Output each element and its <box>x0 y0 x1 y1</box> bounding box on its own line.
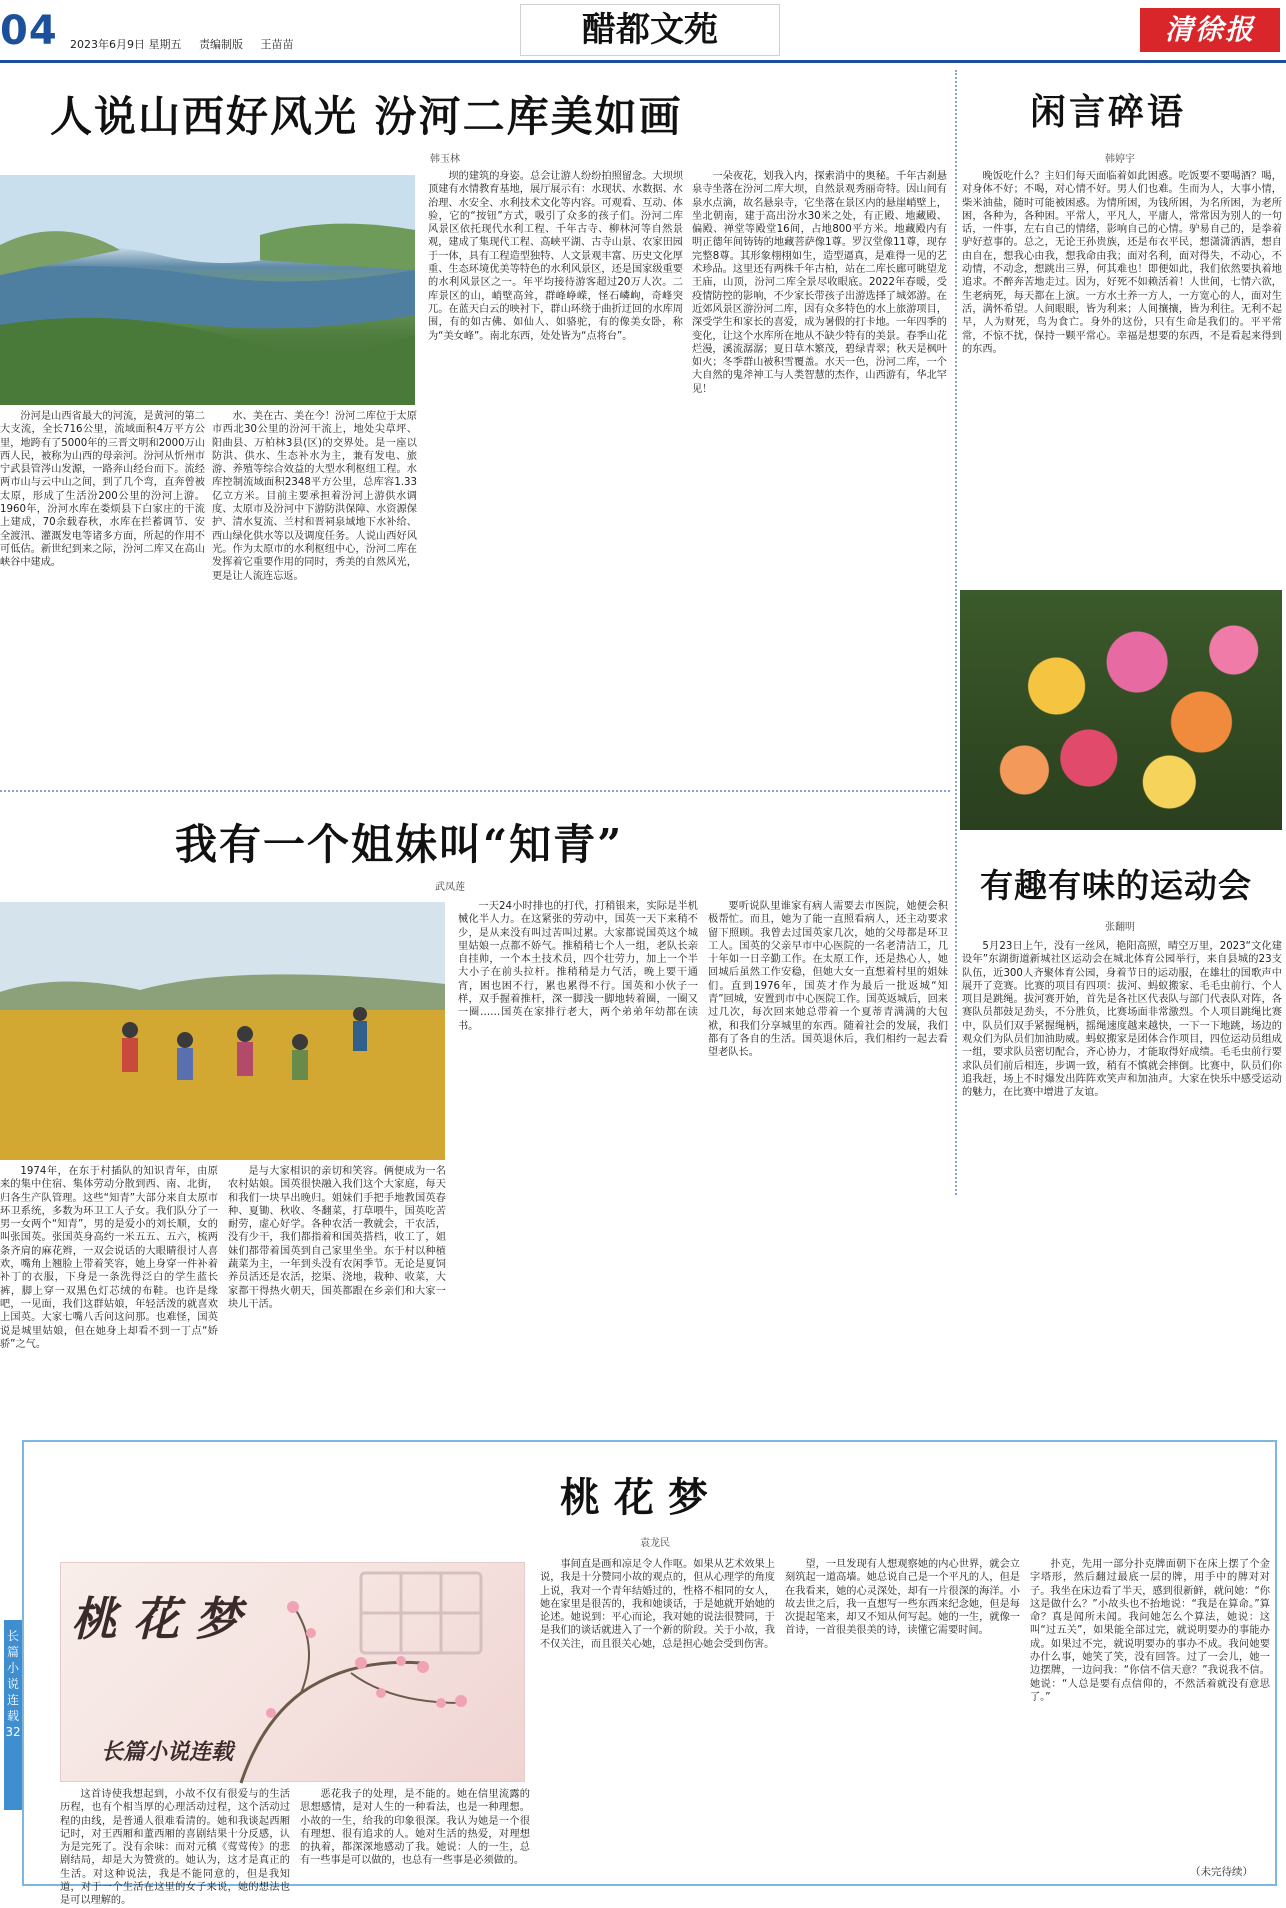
article1-column-3: 坝的建筑的身姿。总会让游人纷纷拍照留念。大坝坝顶建有水情教育基地，展厅展示有：水现状、水数据、水治理、水安全、水利技术文化等内容。可观看、互动、体验，它的“按钮”方式，吸引了众多的孩子们。汾河二库风景区依托现代水利工程、千年古寺、柳林河等自然景观，建成了集现代工程、高峡平湖、古寺山景、农家田园于一体，具有工程造型独特、人文景观丰富、历史文化厚重、生态环境优美等特色的水利风景区，还是国家级重要的水利风景区之一。年平均接待游客超过20万人次。二库景区的山，峭壁高耸，群峰峥嵘，怪石嶙峋，奇峰突兀。在蓝天白云的映衬下，群山环绕于曲折迂回的水库周围，有的如古佛、如仙人、如骆驼，有的像美女卧，称为“美女峰”。南北东西，处处皆为“点将台”。 <box>428 171 683 342</box>
river-illustration <box>0 175 415 405</box>
article2-headline: 闲言碎语 <box>1030 91 1187 133</box>
to-be-continued: （未完待续） <box>1190 1866 1253 1878</box>
article3-column-4: 要听说队里谁家有病人需要去市医院，她便会积极帮忙。而且，她为了能一直照看病人，还主动要求留下照顾。我曾去过国英家几次，她的父母都是环卫工人。国英的父亲早市中心医院的一名老清洁工，几十年如一日辛勤工作。在太原工作，还是热心人，她回城后虽然工作安稳，但她大女一直想着村里的姐妹们。直到1976年，国英才作为最后一批返城“知青”回城，安置到市中心医院工作。国英返城后，回来过几次，每次回来她总带着一个夏蒂青满满的大包袱，和我们分享城里的东西。随着社会的发展，我们都有了各自的生活。国英退休后，我们相约一起去看望老队长。 <box>708 901 948 1059</box>
harvest-illustration <box>0 902 445 1160</box>
article5-column-5: 扑克，先用一部分扑克牌面朝下在床上摆了个金字塔形，然后翻过最底一层的牌，用手中的牌对对子。我坐在床边看了半天，感到很新鲜，就问她：“你这是做什么？”小故头也不抬地说：“我是在算命。”算命？真是闻所未闻。我问她怎么个算法，她说：这叫“过五关”，如果能全部过完，就说明要办的事能办成。如果过不完，就说明要办的事办不成。我问她要办什么事，她笑了笑，没有回答。过了一会儿，她一边摆牌，一边问我：“你信不信天意？”我说我不信。她说：“人总是要有点信仰的，不然活着就没有意思了。” <box>1030 1559 1270 1703</box>
article3-column-3: 一天24小时排也的打代，打稍银来，实际是半机械化半人力。在这紧张的劳动中，国英一天下来稍不少，是从来没有叫过苦叫过累。大家都说国英这个城里姑娘一点都不娇气。推稍稍七个人一组，老队长亲自挂帅，一个本土技术员，四个壮劳力，加上一个半大小子在前头拉杆。推稍稍是力气活，晚上要干通宵，困也困不行，累也累得不行。国英和小伙子一样，双手握着推杆，深一脚浅一脚地转着圈，一圈又一圈……国英在家排行老大，两个弟弟年幼都在读书。 <box>458 901 698 1032</box>
article2-author: 韩婷宇 <box>1105 154 1135 165</box>
article5-column-2: 恶花我子的处理，是不能的。她在信里流露的思想感情，是对人生的一种看法，也是一种理想。小故的一生，给我的印象很深。我认为她是一个很有理想、很有追求的人。她对生活的热爱，对理想的执着，都深深地感动了我。她说：人的一生，总有一些事是可以做的，也总有一些事是必须做的。 <box>300 1789 530 1867</box>
river-landscape-photo <box>0 175 415 405</box>
article3-author: 武凤莲 <box>435 882 465 893</box>
article5-headline: 桃 花 梦 <box>560 1474 708 1521</box>
image-title: 桃 花 梦 <box>71 1592 242 1646</box>
column-divider <box>955 70 957 1195</box>
article1-column-4: 一朵夜花，划我入内，探索消中的奥秘。千年古刹悬泉寺坐落在汾河二库大坝，自然景观秀丽奇特。因山间有泉水点滴，故名悬泉寺，它坐落在景区内的悬崖峭壁上，坐北朝南，建于高出汾水30米之处，有正殿、地藏殿、偏殿、禅堂等殿堂16间，占地800平方米。地藏殿内有明正德年间铸铸的地藏菩萨像1尊。罗汉堂像11尊，现存完整8尊。其形象栩栩如生，造型逼真，是难得一见的艺术珍品。这里还有两株千年古柏，站在二库长廊可眺望龙王庙，山顶，汾河二库全景尽收眼底。2022年春暖，受疫情防控的影响，不少家长带孩子出游选择了城郊游。在近郊风景区游汾河二库，因有众多特色的水上旅游项目，深受学生和家长的喜爱，成为暑假的打卡地。一年四季的变化，让这个水库所在地从不缺少特有的美景。春季山花烂漫，溪流潺潺；夏日草木繁茂，碧绿青翠；秋天是枫叶如火；冬季群山被积雪覆盖。水天一色，汾河二库，一个大自然的鬼斧神工与人类智慧的杰作，山西游有，华北罕见！ <box>692 171 947 395</box>
article3-headline: 我有一个姐妹叫“知青” <box>175 820 624 869</box>
article1-headline: 人说山西好风光 汾河二库美如画 <box>50 92 683 141</box>
section-title: 醋都文苑 <box>520 4 780 56</box>
article1-author: 韩玉林 <box>430 154 460 165</box>
serial-side-tag: 长篇小说连载32 <box>4 1620 22 1810</box>
image-subtitle: 长篇小说连载 <box>101 1739 234 1765</box>
article5-column-3: 事间直是画和凉足令人作呕。如果从艺术效果上说，我是十分赞同小故的观点的，但从心理学的角度上说，我对一个青年结婚过的，性格不相同的女人，她在家里是很苦的，我和她谈话，于是她就开始她的论述。她说到：平心而论，我对她的说法很赞同，于是我们的谈话就进入了一个新的阶段。关于小故，我不仅关注，而且很关心她，总是担心她会受到伤害。 <box>540 1559 775 1650</box>
editor-name: 王苗苗 <box>260 38 294 51</box>
roses-bouquet-photo <box>960 590 1282 830</box>
page-header <box>0 0 1286 62</box>
header-rule <box>0 60 1286 63</box>
article1-column-1: 汾河是山西省最大的河流，是黄河的第二大支流，全长716公里，流域面积4万平方公里，地跨有了5000年的三晋文明和2000万山西人民，被称为山西的母亲河。汾河从忻州市宁武县管涔山发源，一路奔山经台而下。流经两市山与云中山之间，到了几个弯，直奔曾被太原，形成了生活汾200公里的汾河上游。1960年，汾河水库在娄烦县下白家庄的干流上建成，70余载春秋，水库在拦蓄调节、安全渡汛、灌溉发电等诸多方面，所起的作用不可低估。新世纪到来之际，汾河二库又在高山峡谷中建成。 <box>0 411 205 569</box>
article5-author: 袁龙民 <box>640 1538 670 1549</box>
peach-blossom-illustration <box>60 1562 525 1782</box>
newspaper-masthead: 清徐报 <box>1140 8 1280 52</box>
issue-date: 2023年6月9日 星期五 <box>70 38 182 51</box>
article5-column-4: 望，一旦发现有人想观察她的内心世界，就会立刻筑起一道高墙。她总说自己是一个平凡的人，但是在我看来，她的心灵深处，却有一片很深的海洋。小故去世之后，我一直想写一些东西来纪念她，但是每次提起笔来，却又不知从何写起。她的一生，就像一首诗，一首很美很美的诗，读懂它需要时间。 <box>785 1559 1020 1637</box>
page-number: 04 <box>0 8 58 54</box>
article4-body: 5月23日上午，没有一丝风，艳阳高照，晴空万里，2023“文化建设年”东湖街道新城社区运动会在城北体育公园举行，来自县城的23支队伍，近300人齐聚体育公园，身着节日的运动服，在雄壮的国歌声中展开了竞赛。比赛的项目有四项：拔河、蚂蚁搬家、毛毛虫前行、个人项目是跳绳。拔河赛开始，首先是各社区代表队与部门代表队对阵，各赛队员都鼓足劲头，不分胜负，比赛场面非常激烈。个人项目跳绳比赛中，队员们双手紧握绳柄，摇绳速度越来越快，一下一下地跳，场边的观众们为队员们加油助威。蚂蚁搬家是团体合作项目，四位运动员组成一组，要求队员密切配合，齐心协力，才能取得好成绩。毛毛虫前行要求队员们前后相连，步调一致，稍有不慎就会摔倒。比赛中，队员们你追我赶，场上不时爆发出阵阵欢笑声和加油声。大家在快乐中感受运动的魅力，在比赛中增进了友谊。 <box>962 941 1282 1099</box>
article5-column-1: 这首诗使我想起到，小故不仅有很爱与的生活历程，也有个相当厚的心理活动过程，这个活动过程的由线，是普通人很难看清的。她和我谈起西厢记时，对王西厢和董西厢的喜剧结果十分反感，认为是完死了。没有余味：而对元稹《莺莺传》的悲剧结局，却是大为赞赏的。她认为，这才是真正的生活。对这种说法，我是不能同意的，但是我知道，对于一个生活在这里的女子来说，她的想法也是可以理解的。 <box>60 1789 290 1907</box>
article4-headline: 有趣有味的运动会 <box>980 866 1252 905</box>
editor-label: 责编制版 <box>199 38 243 51</box>
article1-column-2: 水、美在古、美在今！汾河二库位于太原市西北30公里的汾河干流上，地处尖草坪、阳曲县、万柏林3县(区)的交界处。是一座以防洪、供水、生态补水为主，兼有发电、旅游、养殖等综合效益的大型水利枢纽工程。水库控制流域面积2348平方公里，总库容1.33亿立方米。目前主要承担着汾河上游供水调度、太原市及汾河中下游防洪保障、水资源保护、清水复流、兰村和晋祠泉域地下水补给、西山绿化供水等以及调度任务。人说山西好风光。作为太原市的水利枢纽中心，汾河二库在发挥着它重要作用的同时，秀美的自然风光，更是让人流连忘返。 <box>212 411 417 582</box>
section-divider <box>0 790 950 792</box>
publication-meta <box>70 36 308 52</box>
article3-column-1: 1974年，在东于村插队的知识青年，由原来的集中住宿、集体劳动分散到西、南、北街，归各生产队管理。这些“知青”大部分来自太原市环卫系统，多数为环卫工人子女。我们队分了一男一女两个“知青”，男的是爱小的刘长顺，女的叫张国英。张国英身高约一米五五、五六，梳两条齐肩的麻花辫，一双会说话的大眼睛很讨人喜欢，嘴角上翘脸上带着笑容，她上身穿一件补着补丁的衣服，下身是一条洗得泛白的学生蓝长裤，脚上穿一双黑色灯芯绒的布鞋。也许是缘吧，一见面，我们这群姑娘，年轻活泼的就喜欢上国英。大家七嘴八舌问这问那。也难怪，国英说是城里姑娘，但在她身上却看不到一丁点“娇骄”之气。 <box>0 1166 218 1350</box>
article4-author: 张翻明 <box>1105 922 1135 933</box>
harvest-field-photo <box>0 902 445 1160</box>
article2-body: 晚饭吃什么？主妇们每天面临着如此困惑。吃饭要不要喝酒？喝，对身体不好；不喝，对心情不好。男人们也难。生而为人，大事小情，柴米油盐，随时可能被困惑。为情所困，为钱所困，为名所困，为老所困，各种为，各种困。平常人，平凡人，平庸人，常常因为别人的一句话，一件事，左右自己的情绪，影响自己的心情。驴易自己的，是拳着驴好惹事的。总之，无论王孙贵族，还是布衣平民，想潇潇洒洒，想自由自在，想我心由我，想我命由我；面对名利，面对得失，不动心，不动情，不动念，想跳出三界，何其难也！即便如此，我们依然要执着地追求。不醉奔苦地走过。因为，好死不如赖活着！人世间，七情六欲，生老病死，每天都在上演。一方水土养一方人，一方宽心的人，面对生活，满怀希望。人间眼眼，皆为利来；人间攘攘，皆为利往。无利不起早，人为财死，鸟为食亡。身外的这份，只有生命是我们的。平平常常，不惊不扰，保持一颗平常心。幸福是想要的东西，不是看起来得到的东西。 <box>962 171 1282 355</box>
article3-column-2: 是与大家相识的亲切和笑容。俩便成为一名农村姑娘。国英很快融入我们这个大家庭，每天和我们一块早出晚归。姐妹们手把手地教国英春种、夏锄、秋收、冬翻菜，打草喂牛，国英吃苦耐劳，虚心好学。各种农活一教就会，干农活，没有少干，我们都指着和国英搭档，收工了，姐妹们都带着国英到自己家里坐坐。东于村以种植蔬菜为主，一年到头没有农闲季节。无论是夏饲养员活还是农活，挖渠、浇地，栽种、收菜，大家都干得热火朝天，国英都跟在乡亲们和大家一块儿干活。 <box>228 1166 446 1310</box>
